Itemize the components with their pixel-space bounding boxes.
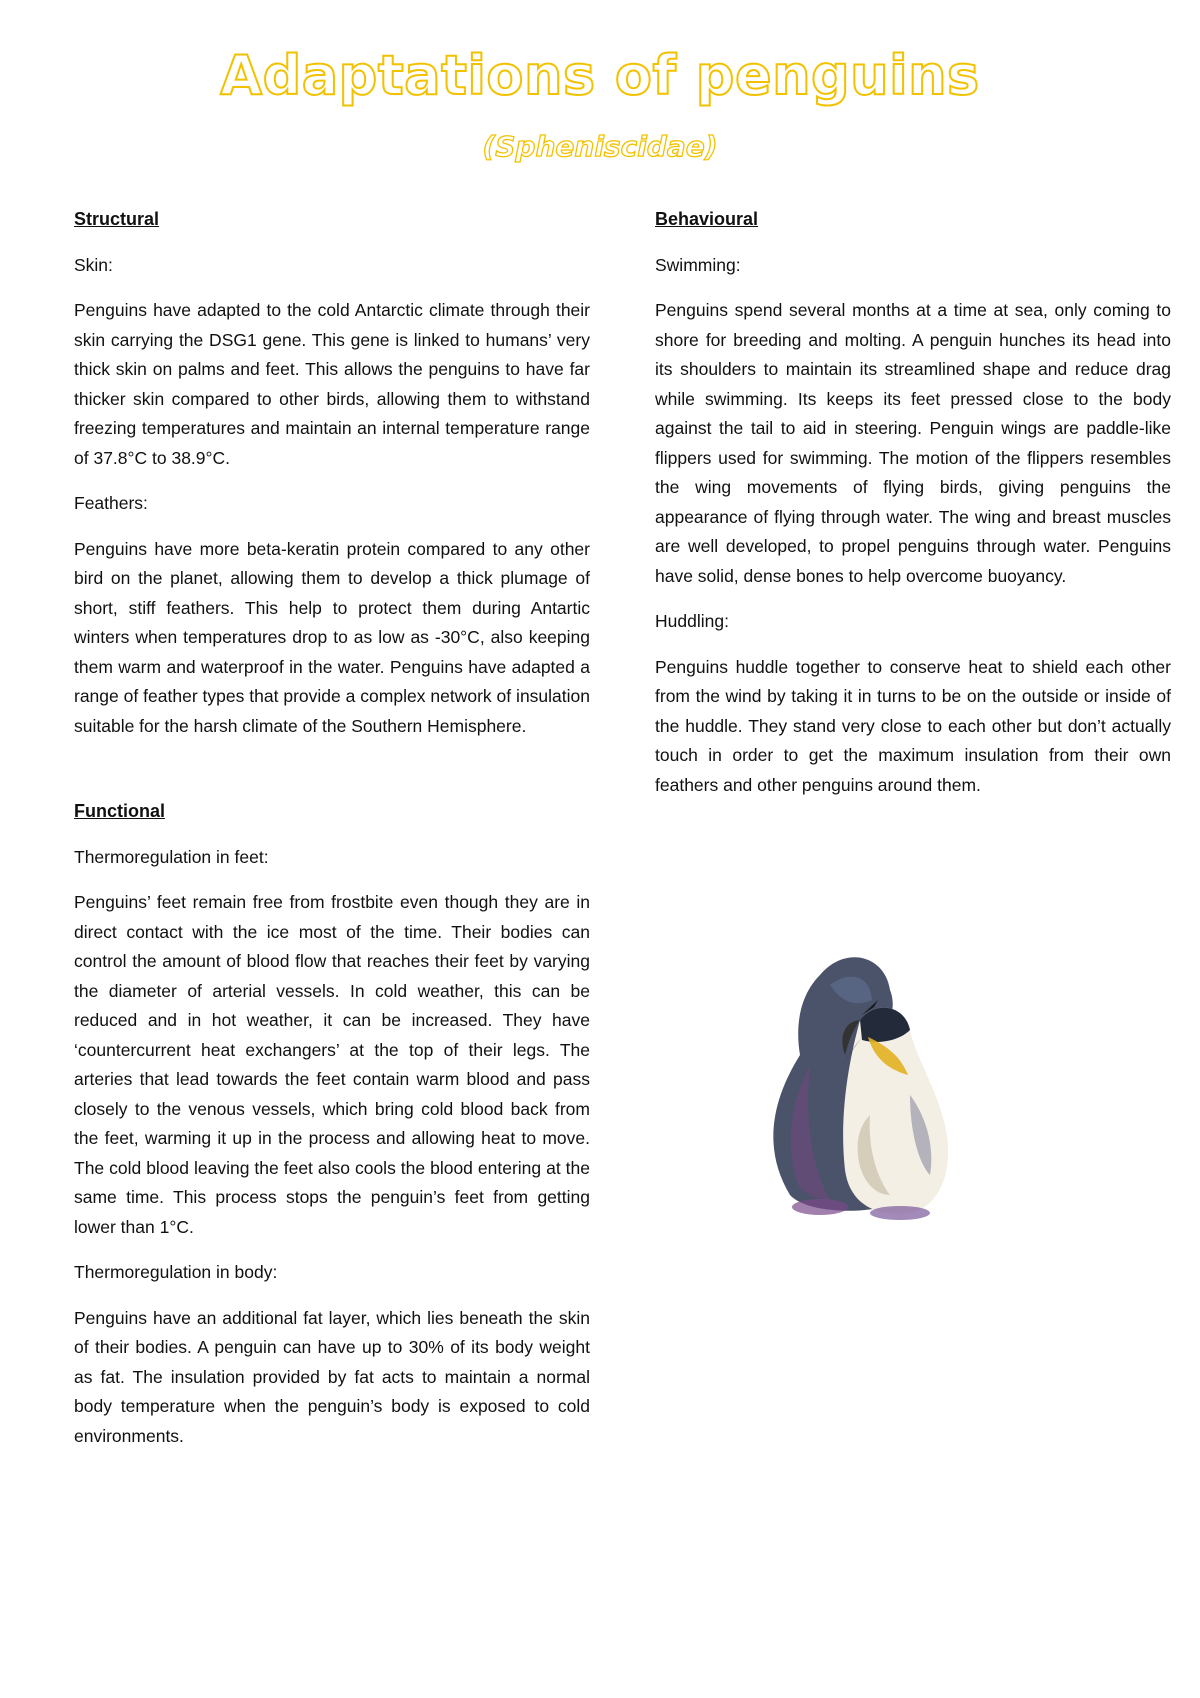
feet-label: Thermoregulation in feet: — [74, 846, 269, 867]
huddling-label: Huddling: — [655, 611, 729, 631]
structural-heading: Structural — [74, 209, 160, 229]
feathers-label: Feathers: — [74, 493, 148, 513]
right-column — [655, 205, 1171, 816]
penguin-pair-icon — [750, 945, 1010, 1225]
left-column — [74, 205, 590, 1467]
swimming-label: Swimming: — [655, 254, 741, 275]
skin-text: Penguins have adapted to the cold Antarctic climate through their skin carrying the DSG1 gene. This gene is linked to humans’ very thick skin on palms and feet. This allows the penguins to have far thicker skin compared to other birds, allowing them to withstand freezing temperatures and maintain an internal temperature range of 37.8°C to 38.9°C. — [74, 300, 590, 468]
swimming-text: Penguins spend several months at a time at sea, only coming to shore for breeding and molting. A penguin hunches its head into its shoulders to maintain its streamlined shape and reduce drag while swimming. Its keeps its feet pressed close to the body against the tail to aid in steering. Penguin wings are paddle-like flippers used for swimming. The motion of the flippers resembles the wing movements of flying birds, giving penguins the appearance of flying through water. The wing and breast muscles are well developed, to propel penguins through water. Penguins have solid, dense bones to help overcome buoyancy. — [655, 300, 1171, 586]
body-text: Penguins have an additional fat layer, which lies beneath the skin of their bodies. A penguin can have up to 30% of its body weight as fat. The insulation provided by fat acts to maintain a normal body temperature when the penguin’s body is exposed to cold environments. — [74, 1307, 590, 1446]
page-title: Adaptations of penguins — [220, 44, 980, 107]
section-spacer — [74, 757, 590, 797]
skin-label: Skin: — [74, 254, 113, 275]
huddling-text: Penguins huddle together to conserve heat to shield each other from the wind by taking it in turns to be on the outside or inside of the huddle. They stand very close to each other but don’t actually touch in order to get the maximum insulation from their own feathers and other penguins around them. — [655, 656, 1171, 795]
page-subtitle: (Spheniscidae) — [482, 130, 718, 163]
functional-heading: Functional — [74, 801, 165, 821]
body-label: Thermoregulation in body: — [74, 1262, 278, 1282]
behavioural-heading: Behavioural — [655, 209, 759, 229]
feet-text: Penguins’ feet remain free from frostbite even though they are in direct contact with the ice most of the time. Their bodies can control the amount of blood flow that reaches their feet by varying the diameter of arterial vessels. In cold weather, this can be reduced and in hot weather, it can be increased. They have ‘countercurrent heat exchangers’ at the top of their legs. The arteries that lead towards the feet contain warm blood and pass closely to the venous vessels, which bring cold blood back from the feet, warming it up in the process and allowing heat to move. The cold blood leaving the feet also cools the blood entering at the same time. This process stops the penguin’s feet from getting lower than 1°C. — [74, 892, 590, 1237]
feathers-text: Penguins have more beta-keratin protein compared to any other bird on the planet, allowing them to develop a thick plumage of short, stiff feathers. This help to protect them during Antartic winters when temperatures drop to as low as -30°C, also keeping them warm and waterproof in the water. Penguins have adapted a range of feather types that provide a complex network of insulation suitable for the harsh climate of the Southern Hemisphere. — [74, 538, 590, 736]
